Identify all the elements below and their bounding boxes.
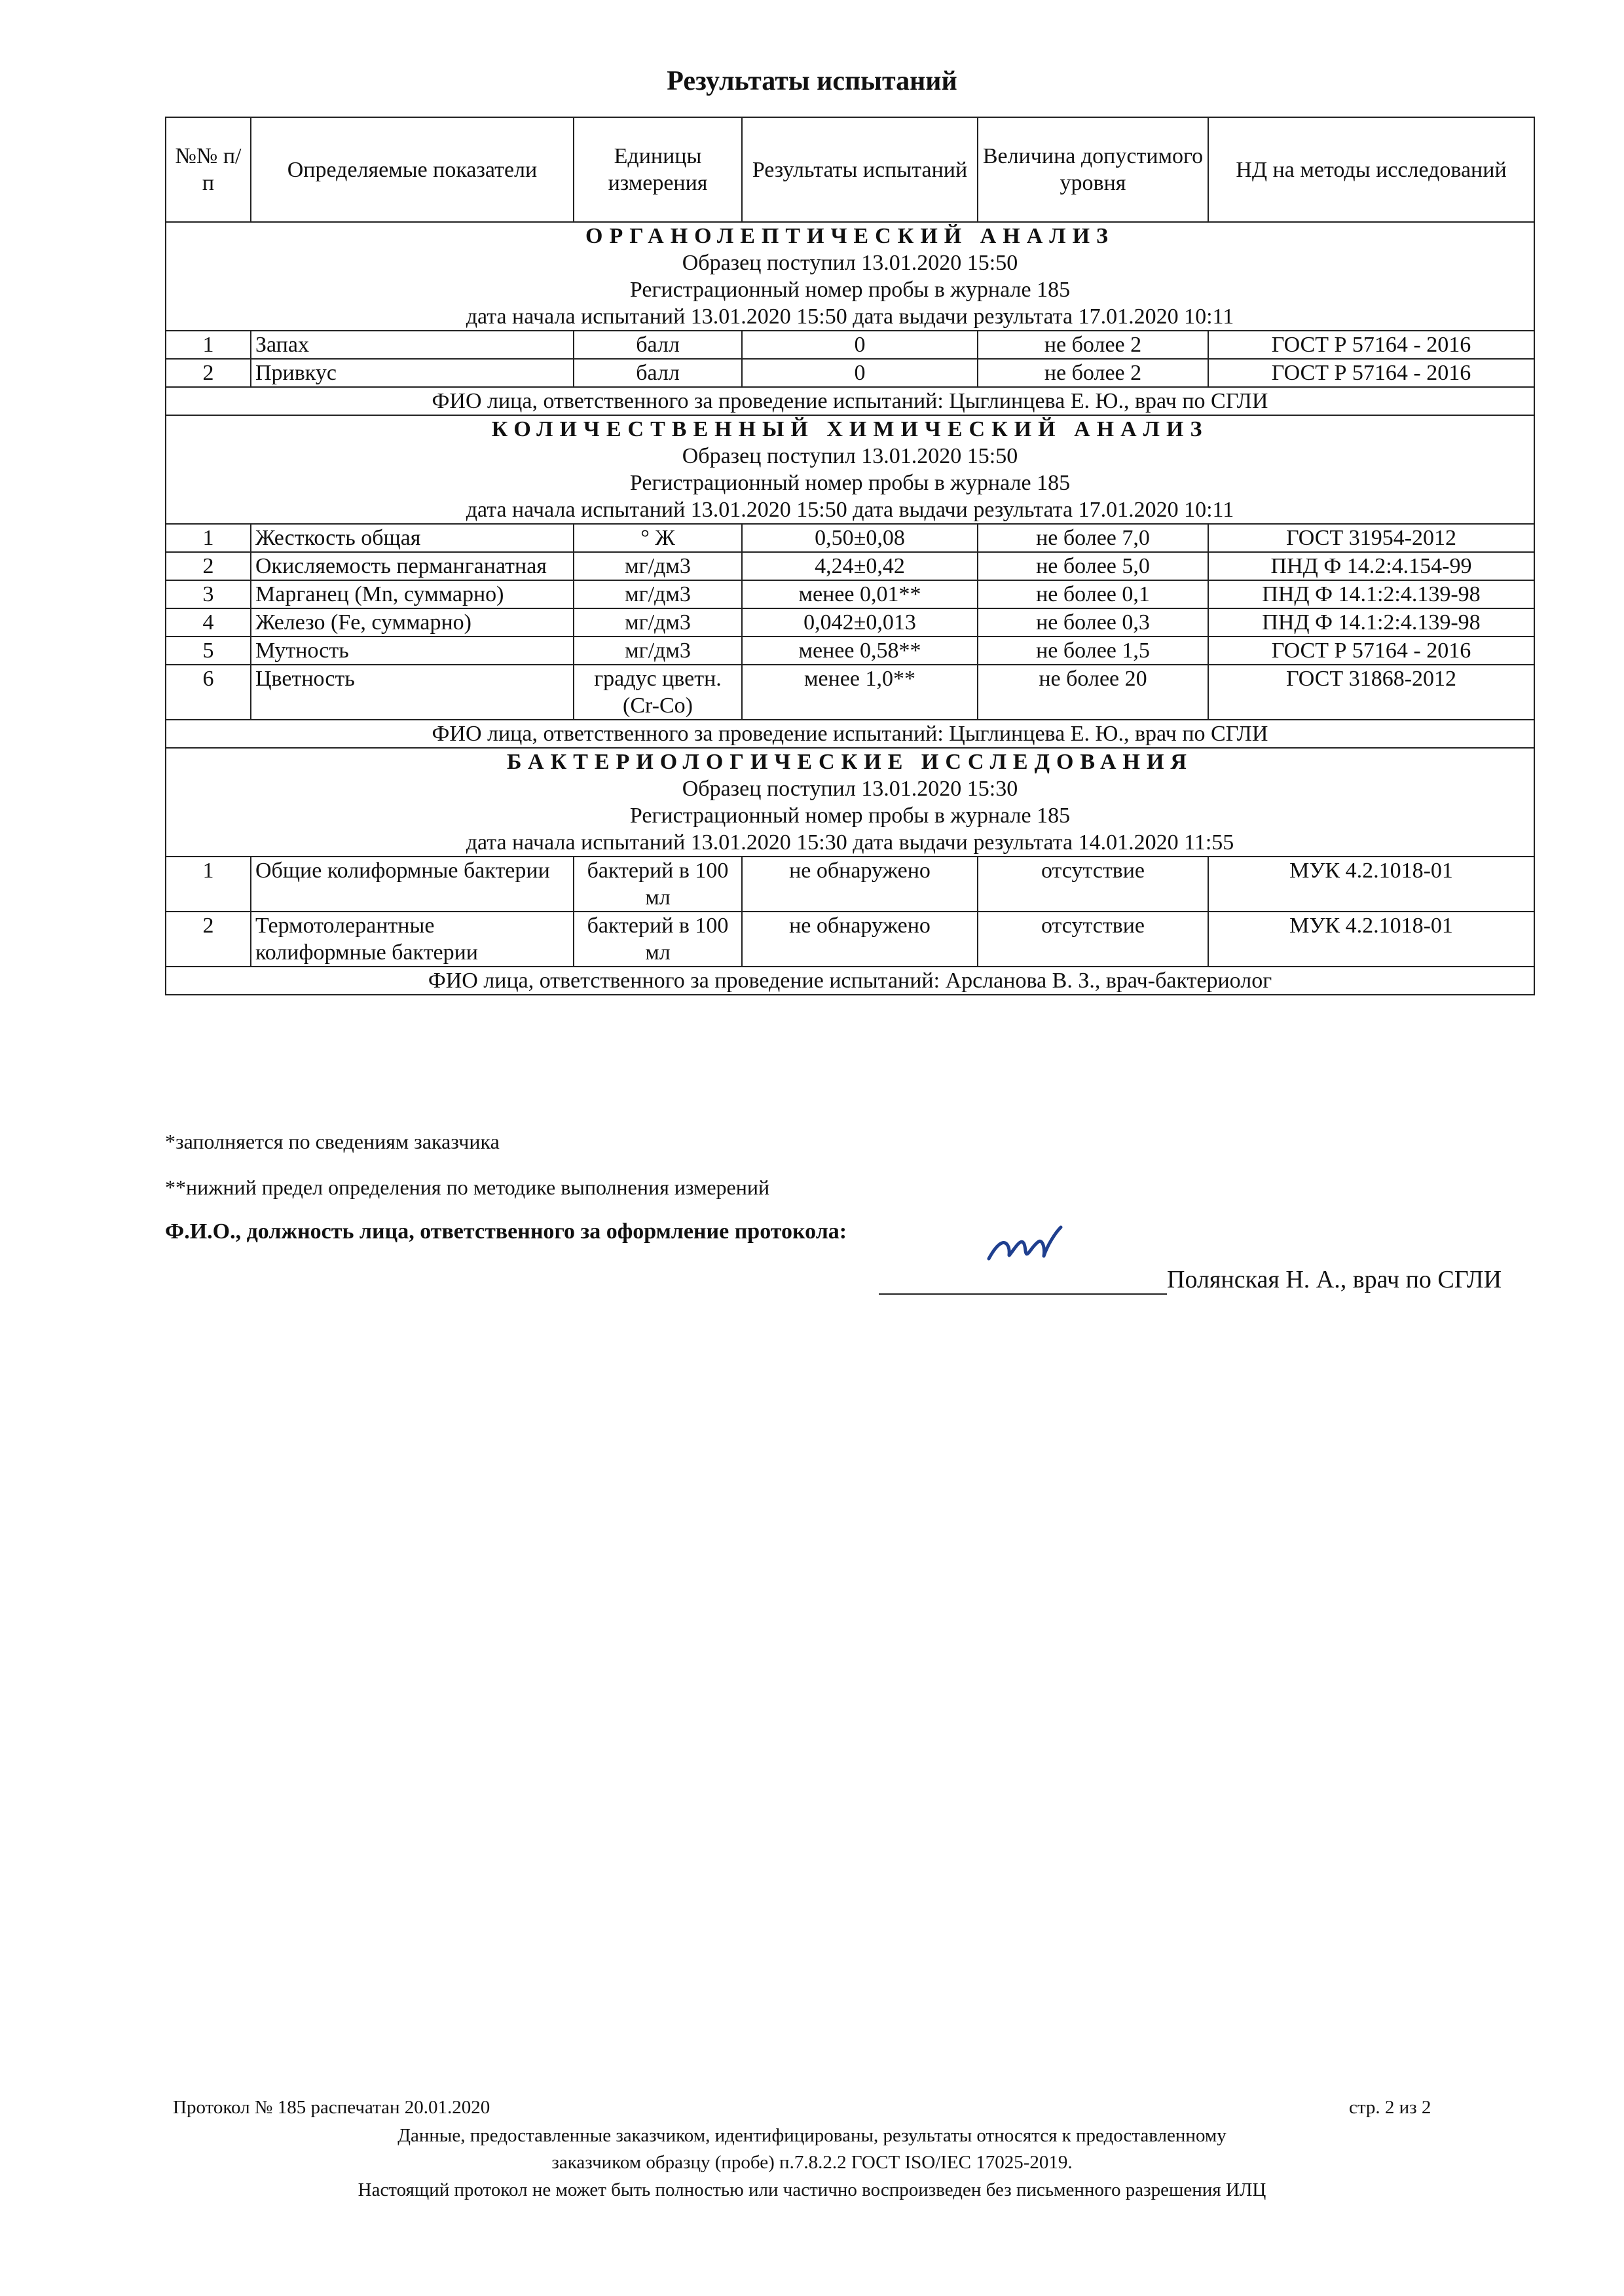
row-limit: не более 5,0: [978, 552, 1208, 580]
row-method: МУК 4.2.1018-01: [1208, 912, 1534, 967]
header-method: НД на методы исследований: [1208, 117, 1534, 222]
row-num: 5: [166, 637, 251, 665]
row-indicator: Железо (Fe, суммарно): [251, 608, 574, 637]
row-num: 1: [166, 857, 251, 912]
row-limit: отсутствие: [978, 912, 1208, 967]
row-indicator: Термотолерантные колиформные бактерии: [251, 912, 574, 967]
header-num: №№ п/п: [166, 117, 251, 222]
test-dates: дата начала испытаний 13.01.2020 15:30 дата выдачи результата 14.01.2020 11:55: [466, 830, 1234, 855]
responsible-row: [166, 967, 1534, 995]
table-row: [166, 331, 1534, 359]
row-units: мг/дм3: [574, 608, 742, 637]
row-units: мг/дм3: [574, 552, 742, 580]
row-method: ГОСТ 31954-2012: [1208, 524, 1534, 552]
header-units: Единицы измерения: [574, 117, 742, 222]
row-limit: отсутствие: [978, 857, 1208, 912]
row-num: 2: [166, 359, 251, 387]
registration-number: Регистрационный номер пробы в журнале 185: [629, 278, 1071, 302]
row-indicator: Общие колиформные бактерии: [251, 857, 574, 912]
responsible-person: ФИО лица, ответственного за проведение испытаний: Цыглинцева Е. Ю., врач по СГЛИ: [166, 387, 1534, 415]
section-header-row: [166, 415, 1534, 524]
table-row: [166, 857, 1534, 912]
section-header-row: [166, 222, 1534, 331]
row-num: 4: [166, 608, 251, 637]
footer-protocol: Протокол № 185 распечатан 20.01.2020: [173, 2097, 490, 2118]
results-table: [165, 117, 1535, 995]
table-row: [166, 665, 1534, 720]
row-indicator: Запах: [251, 331, 574, 359]
row-units: мг/дм3: [574, 637, 742, 665]
row-result: не обнаружено: [742, 857, 978, 912]
row-method: ГОСТ Р 57164 - 2016: [1208, 637, 1534, 665]
registration-number: Регистрационный номер пробы в журнале 185: [629, 471, 1071, 495]
row-indicator: Марганец (Mn, суммарно): [251, 580, 574, 608]
row-result: 0,50±0,08: [742, 524, 978, 552]
row-result: не обнаружено: [742, 912, 978, 967]
footer-line-3: Настоящий протокол не может быть полностью или частично воспроизведен без письменного разрешения ИЛЦ: [358, 2179, 1266, 2200]
row-method: ПНД Ф 14.1:2:4.139-98: [1208, 608, 1534, 637]
section-header-row: [166, 748, 1534, 857]
section-title: КОЛИЧЕСТВЕННЫЙ ХИМИЧЕСКИЙ АНАЛИЗ: [491, 417, 1209, 441]
row-method: ГОСТ Р 57164 - 2016: [1208, 331, 1534, 359]
row-limit: не более 0,3: [978, 608, 1208, 637]
row-num: 1: [166, 331, 251, 359]
header-results: Результаты испытаний: [742, 117, 978, 222]
row-num: 2: [166, 912, 251, 967]
table-row: [166, 524, 1534, 552]
responsible-row: [166, 387, 1534, 415]
row-limit: не более 0,1: [978, 580, 1208, 608]
row-indicator: Окисляемость перманганатная: [251, 552, 574, 580]
signature-line: [879, 1293, 1167, 1295]
section-title: БАКТЕРИОЛОГИЧЕСКИЕ ИССЛЕДОВАНИЯ: [507, 750, 1193, 774]
header-indicator: Определяемые показатели: [251, 117, 574, 222]
row-num: 6: [166, 665, 251, 720]
row-result: 4,24±0,42: [742, 552, 978, 580]
section-header: [166, 222, 1534, 331]
test-dates: дата начала испытаний 13.01.2020 15:50 дата выдачи результата 17.01.2020 10:11: [466, 498, 1234, 522]
row-units: балл: [574, 359, 742, 387]
responsible-row: [166, 720, 1534, 748]
table-body: [166, 222, 1534, 995]
row-units: мг/дм3: [574, 580, 742, 608]
section-title: ОРГАНОЛЕПТИЧЕСКИЙ АНАЛИЗ: [585, 224, 1115, 248]
registration-number: Регистрационный номер пробы в журнале 185: [629, 804, 1071, 828]
footer-line-2: заказчиком образцу (пробе) п.7.8.2.2 ГОСТ ISO/IEC 17025-2019.: [551, 2152, 1073, 2173]
page-title: Результаты испытаний: [667, 66, 957, 96]
note-customer: *заполняется по сведениям заказчика: [165, 1130, 500, 1153]
responsible-person: ФИО лица, ответственного за проведение испытаний: Цыглинцева Е. Ю., врач по СГЛИ: [166, 720, 1534, 748]
row-limit: не более 20: [978, 665, 1208, 720]
row-result: 0,042±0,013: [742, 608, 978, 637]
footer-page-number: стр. 2 из 2: [1349, 2097, 1431, 2118]
row-method: ГОСТ Р 57164 - 2016: [1208, 359, 1534, 387]
row-indicator: Жесткость общая: [251, 524, 574, 552]
row-units: бактерий в 100 мл: [574, 857, 742, 912]
table-row: [166, 552, 1534, 580]
section-header: [166, 415, 1534, 524]
row-limit: не более 2: [978, 359, 1208, 387]
table-row: [166, 912, 1534, 967]
table-row: [166, 580, 1534, 608]
row-indicator: Привкус: [251, 359, 574, 387]
row-num: 2: [166, 552, 251, 580]
row-method: ГОСТ 31868-2012: [1208, 665, 1534, 720]
sample-received: Образец поступил 13.01.2020 15:30: [682, 777, 1018, 801]
row-indicator: Цветность: [251, 665, 574, 720]
row-units: балл: [574, 331, 742, 359]
table-row: [166, 637, 1534, 665]
test-dates: дата начала испытаний 13.01.2020 15:50 дата выдачи результата 17.01.2020 10:11: [466, 305, 1234, 329]
row-units: градус цветн.(Cr-Co): [574, 665, 742, 720]
responsible-person: ФИО лица, ответственного за проведение испытаний: Арсланова В. З., врач-бактериолог: [166, 967, 1534, 995]
row-num: 3: [166, 580, 251, 608]
row-limit: не более 1,5: [978, 637, 1208, 665]
row-result: менее 0,01**: [742, 580, 978, 608]
sample-received: Образец поступил 13.01.2020 15:50: [682, 444, 1018, 468]
row-limit: не более 2: [978, 331, 1208, 359]
header-limit: Величина допустимого уровня: [978, 117, 1208, 222]
note-limit: **нижний предел определения по методике выполнения измерений: [165, 1176, 770, 1199]
row-result: 0: [742, 331, 978, 359]
row-units: бактерий в 100 мл: [574, 912, 742, 967]
table-row: [166, 608, 1534, 637]
signer-name: Полянская Н. А., врач по СГЛИ: [1167, 1266, 1502, 1293]
section-header: [166, 748, 1534, 857]
row-indicator: Мутность: [251, 637, 574, 665]
row-method: МУК 4.2.1018-01: [1208, 857, 1534, 912]
row-num: 1: [166, 524, 251, 552]
sample-received: Образец поступил 13.01.2020 15:50: [682, 251, 1018, 275]
table-header-row: [166, 117, 1534, 222]
row-result: 0: [742, 359, 978, 387]
row-units: ° Ж: [574, 524, 742, 552]
row-result: менее 0,58**: [742, 637, 978, 665]
row-limit: не более 7,0: [978, 524, 1208, 552]
row-method: ПНД Ф 14.1:2:4.139-98: [1208, 580, 1534, 608]
signer-label: Ф.И.О., должность лица, ответственного за оформление протокола:: [165, 1219, 847, 1244]
signature-image: [982, 1218, 1074, 1277]
row-method: ПНД Ф 14.2:4.154-99: [1208, 552, 1534, 580]
row-result: менее 1,0**: [742, 665, 978, 720]
table-row: [166, 359, 1534, 387]
footer-line-1: Данные, предоставленные заказчиком, идентифицированы, результаты относятся к предоставленному: [397, 2125, 1227, 2146]
